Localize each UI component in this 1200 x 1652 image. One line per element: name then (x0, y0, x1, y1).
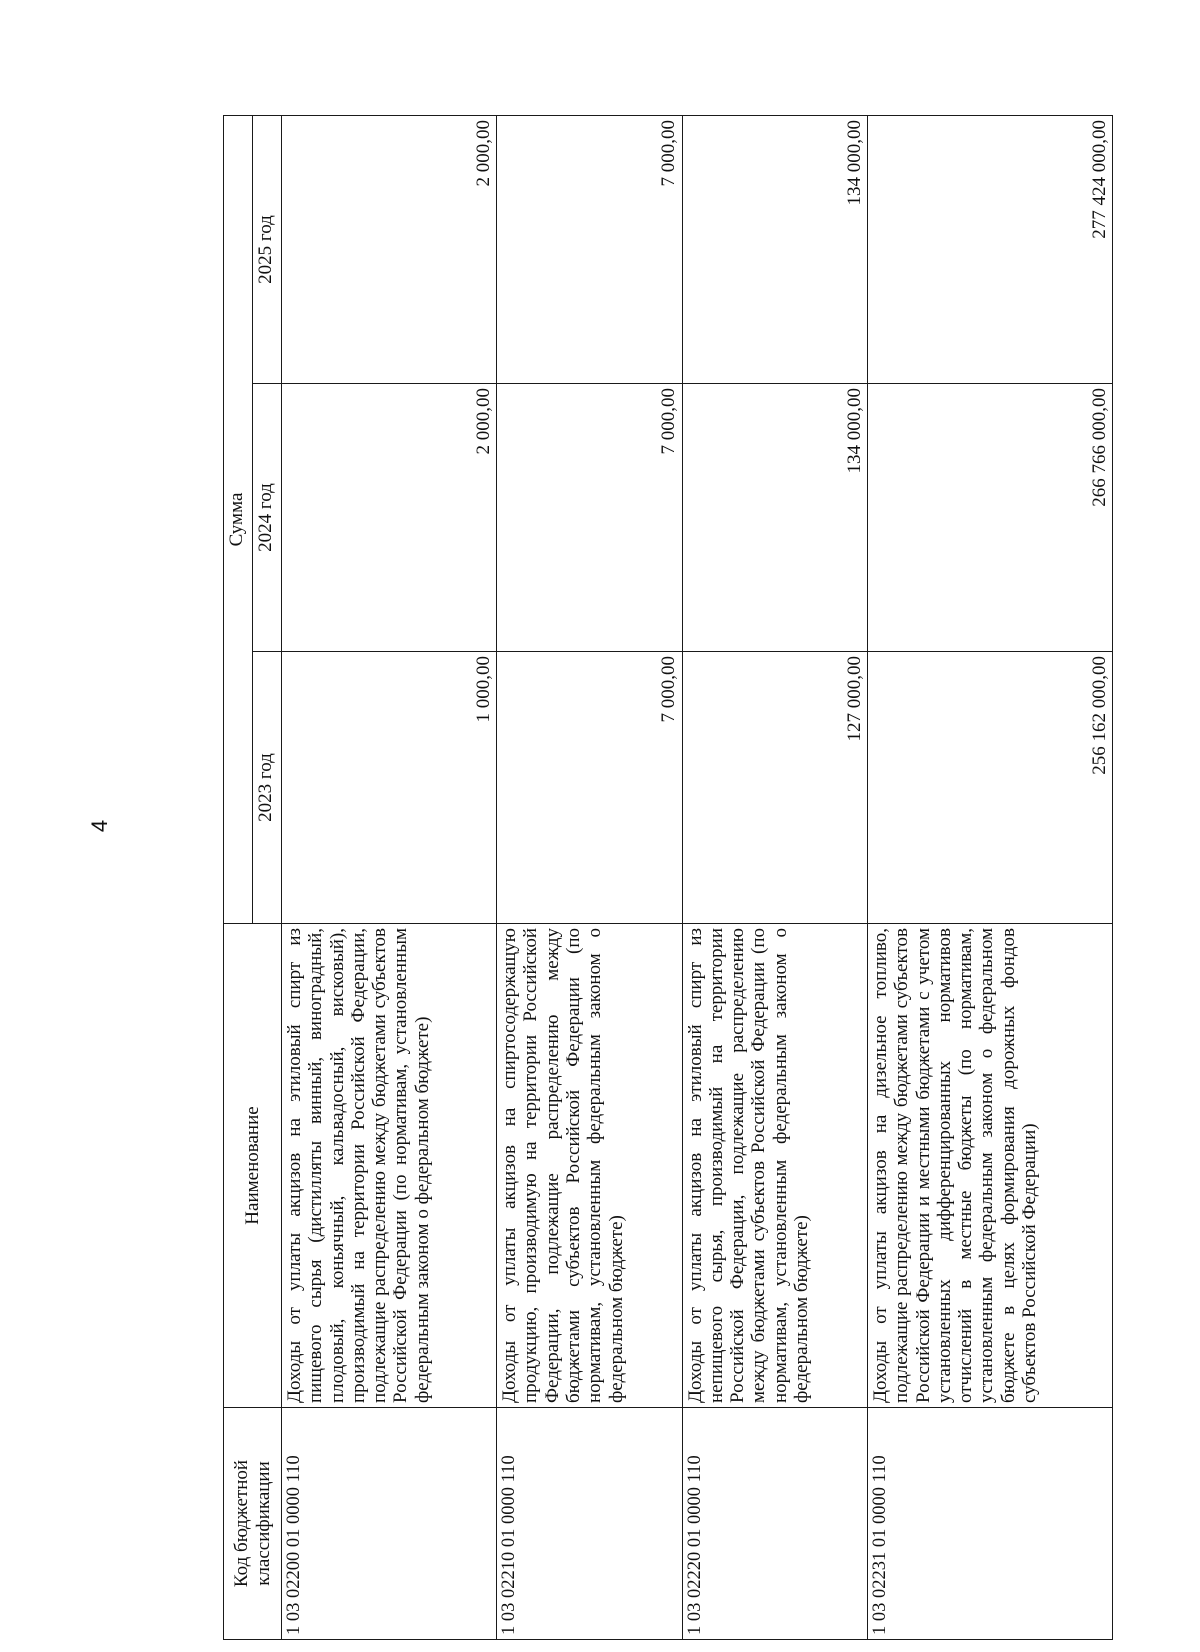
row-amount-2025: 7 000,00 (497, 116, 682, 384)
header-year-2025: 2025 год (253, 116, 282, 384)
row-code: 1 03 02200 01 0000 110 (282, 1408, 497, 1640)
row-amount-2023: 256 162 000,00 (868, 652, 1113, 924)
table-row (682, 116, 867, 1640)
row-amount-2024: 2 000,00 (282, 384, 497, 652)
row-amount-2023: 127 000,00 (682, 652, 867, 924)
row-amount-2023: 1 000,00 (282, 652, 497, 924)
header-sum: Сумма (224, 116, 253, 924)
row-code: 1 03 02220 01 0000 110 (682, 1408, 867, 1640)
header-year-2024: 2024 год (253, 384, 282, 652)
row-name: Доходы от уплаты акцизов на этиловый спирт из пищевого сырья (дистилляты винный, виноградный, плодовый, коньячный, кальвадосный, висковый), производимый на территории Российской Федерации, подлежащие распределению между бюджетами субъектов Российской Федерации (по нормативам, установленным федеральным законом о федеральном бюджете) (282, 924, 497, 1408)
row-name: Доходы от уплаты акцизов на этиловый спирт из непищевого сырья, производимый на территории Российской Федерации, подлежащие распределению между бюджетами субъектов Российской Федерации (по нормативам, установленным федеральным законом о федеральном бюджете) (682, 924, 867, 1408)
rotated-table-container (223, 116, 1113, 1640)
row-amount-2024: 7 000,00 (497, 384, 682, 652)
row-name: Доходы от уплаты акцизов на спиртосодержащую продукцию, производимую на территории Российской Федерации, подлежащие распределению между бюджетами субъектов Российской Федерации (по нормативам, установленным федеральным законом о федеральном бюджете) (497, 924, 682, 1408)
row-code: 1 03 02210 01 0000 110 (497, 1408, 682, 1640)
row-amount-2025: 277 424 000,00 (868, 116, 1113, 384)
header-code: Код бюджетной классификации (224, 1408, 282, 1640)
row-amount-2023: 7 000,00 (497, 652, 682, 924)
budget-revenue-table (223, 115, 1113, 1640)
table-row (868, 116, 1113, 1640)
header-row-top (224, 116, 253, 1640)
row-amount-2025: 134 000,00 (682, 116, 867, 384)
row-amount-2024: 134 000,00 (682, 384, 867, 652)
header-name: Наименование (224, 924, 282, 1408)
row-code: 1 03 02231 01 0000 110 (868, 1408, 1113, 1640)
row-amount-2024: 266 766 000,00 (868, 384, 1113, 652)
row-amount-2025: 2 000,00 (282, 116, 497, 384)
header-year-2023: 2023 год (253, 652, 282, 924)
row-name: Доходы от уплаты акцизов на дизельное топливо, подлежащие распределению между бюджетами субъектов Российской Федерации и местными бюджетами с учетом установленных дифференцированных нормативов отчислений в местные бюджеты (по нормативам, установленным федеральным законом о федеральном бюджете в целях формирования дорожных фондов субъектов Российской Федерации) (868, 924, 1113, 1408)
page-number: 4 (87, 819, 112, 833)
table-row (497, 116, 682, 1640)
table-row (282, 116, 497, 1640)
